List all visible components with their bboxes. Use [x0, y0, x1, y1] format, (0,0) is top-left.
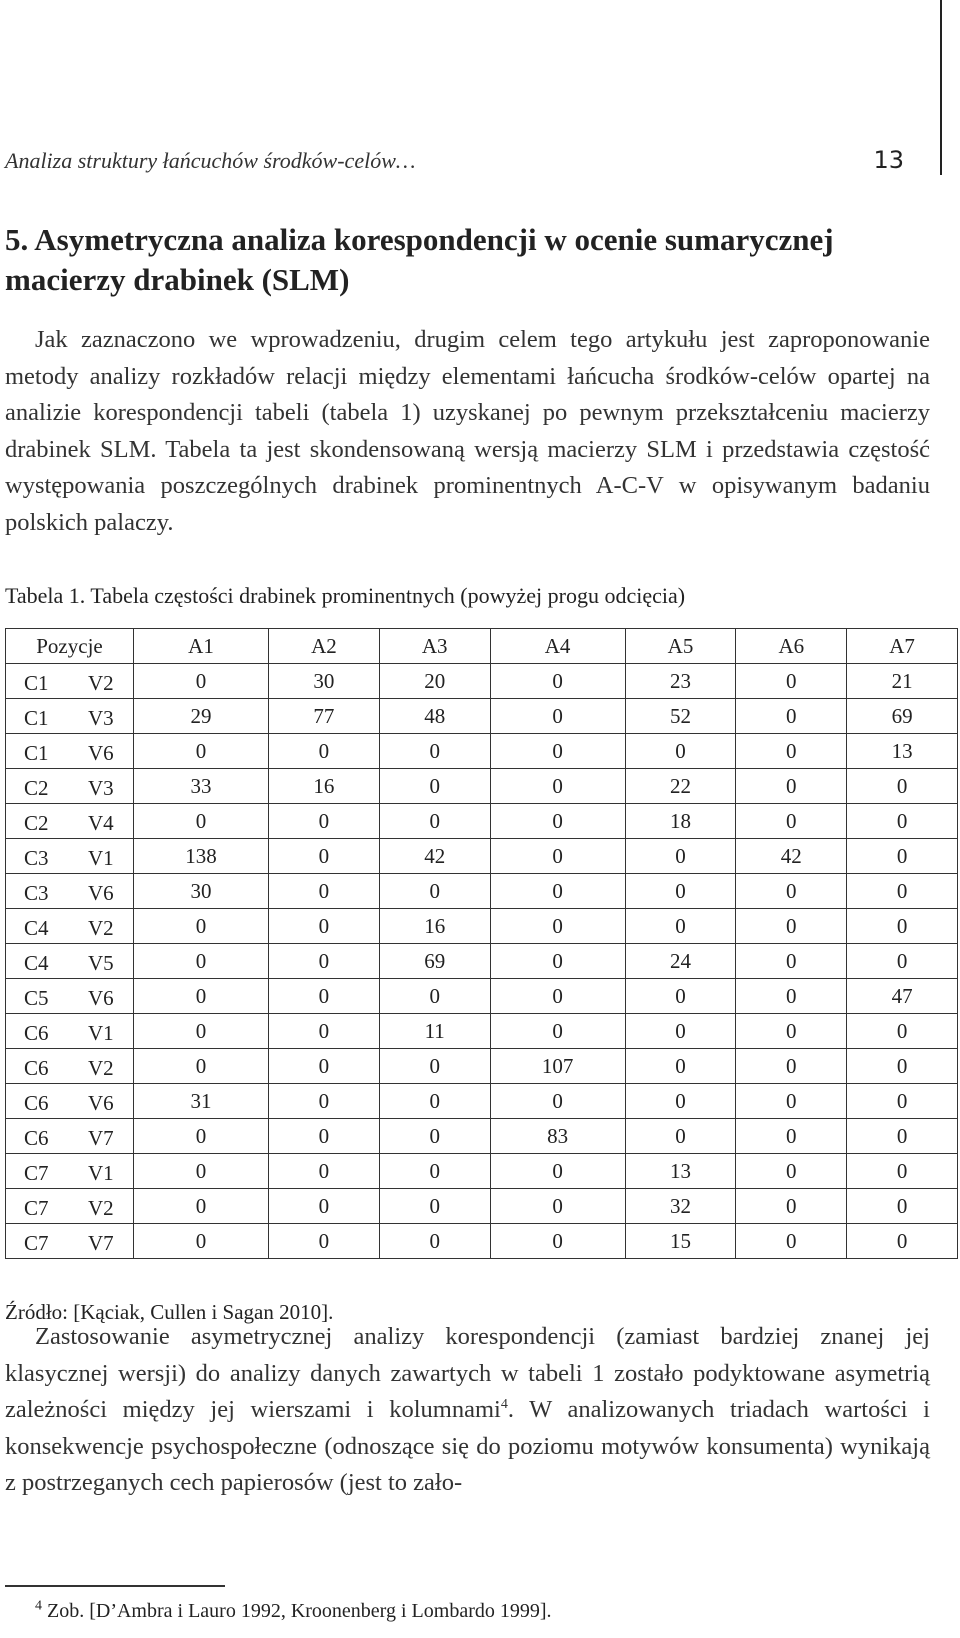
- frequency-cell: 0: [847, 839, 958, 874]
- frequency-cell: 0: [490, 909, 625, 944]
- table-row: [6, 804, 958, 839]
- frequency-cell: 18: [625, 804, 736, 839]
- value-code: V6: [88, 741, 114, 765]
- position-cell: [6, 1224, 134, 1259]
- frequency-cell: 0: [625, 979, 736, 1014]
- consequence-code: C5: [24, 986, 49, 1010]
- frequency-cell: 47: [847, 979, 958, 1014]
- intro-paragraph-text: Jak zaznaczono we wprowadzeniu, drugim celem tego artykułu jest zaproponowanie metody analizy rozkładów relacji między elementami łańcucha środków-celów opartej na analizie korespondencji tabeli (tabela 1) uzyskanej po pewnym przekształceniu macierzy drabinek SLM. Tabela ta jest skondensowaną wersją macierzy SLM i przedstawia częstość występowania poszczególnych drabinek prominentnych A-C-V w opisywanym badaniu polskich palaczy.: [5, 326, 930, 536]
- footnote-number: 4: [35, 1598, 42, 1614]
- frequency-cell: 16: [269, 769, 380, 804]
- consequence-code: C7: [24, 1231, 49, 1255]
- frequency-cell: 0: [269, 839, 380, 874]
- value-code: V3: [88, 776, 114, 800]
- frequency-cell: 0: [134, 944, 269, 979]
- frequency-cell: 0: [134, 979, 269, 1014]
- frequency-cell: 0: [269, 1119, 380, 1154]
- value-code: V2: [88, 916, 114, 940]
- position-cell: [6, 804, 134, 839]
- frequency-cell: 0: [379, 1084, 490, 1119]
- frequency-cell: 0: [847, 1014, 958, 1049]
- section-heading: 5. Asymetryczna analiza korespondencji w ocenie sumarycznej macierzy drabinek (SLM): [5, 222, 834, 297]
- table-source: Źródło: [Kąciak, Cullen i Sagan 2010].: [5, 1300, 334, 1324]
- header-cell: A3: [379, 629, 490, 664]
- frequency-cell: 0: [490, 699, 625, 734]
- frequency-cell: 0: [736, 699, 847, 734]
- frequency-cell: 0: [736, 1049, 847, 1084]
- frequency-cell: 69: [847, 699, 958, 734]
- frequency-cell: 21: [847, 664, 958, 699]
- table-row: [6, 1224, 958, 1259]
- frequency-cell: 0: [490, 1014, 625, 1049]
- frequency-cell: 0: [379, 1154, 490, 1189]
- frequency-cell: 0: [490, 1189, 625, 1224]
- frequency-cell: 0: [490, 804, 625, 839]
- value-code: V7: [88, 1231, 114, 1255]
- frequency-cell: 0: [490, 734, 625, 769]
- frequency-cell: 30: [269, 664, 380, 699]
- frequency-cell: 0: [847, 804, 958, 839]
- frequency-cell: 0: [625, 1119, 736, 1154]
- frequency-cell: 0: [134, 804, 269, 839]
- position-cell: [6, 1189, 134, 1224]
- frequency-cell: 0: [625, 1014, 736, 1049]
- frequency-cell: 52: [625, 699, 736, 734]
- frequency-cell: 0: [490, 874, 625, 909]
- frequency-cell: 0: [134, 1189, 269, 1224]
- frequency-cell: 0: [847, 1084, 958, 1119]
- frequency-cell: 0: [736, 1224, 847, 1259]
- running-head: [5, 148, 940, 182]
- frequency-cell: 0: [269, 909, 380, 944]
- frequency-cell: 32: [625, 1189, 736, 1224]
- table-header-row: [6, 629, 958, 664]
- frequency-cell: 0: [269, 979, 380, 1014]
- table-row: [6, 1084, 958, 1119]
- margin-rule: [940, 0, 942, 175]
- position-cell: [6, 979, 134, 1014]
- frequency-cell: 0: [490, 1154, 625, 1189]
- frequency-cell: 0: [490, 1084, 625, 1119]
- frequency-cell: 33: [134, 769, 269, 804]
- consequence-code: C6: [24, 1056, 49, 1080]
- position-cell: [6, 664, 134, 699]
- header-cell: A1: [134, 629, 269, 664]
- frequency-cell: 0: [736, 944, 847, 979]
- frequency-cell: 0: [490, 769, 625, 804]
- running-head-title: Analiza struktury łańcuchów środków-celów…: [5, 148, 416, 173]
- frequency-cell: 0: [134, 1049, 269, 1084]
- frequency-cell: 0: [736, 1189, 847, 1224]
- value-code: V1: [88, 1161, 114, 1185]
- frequency-cell: 0: [847, 1154, 958, 1189]
- frequency-cell: 0: [625, 734, 736, 769]
- frequency-cell: 29: [134, 699, 269, 734]
- table-row: [6, 1154, 958, 1189]
- frequency-cell: 0: [269, 734, 380, 769]
- frequency-cell: 0: [269, 944, 380, 979]
- table-row: [6, 839, 958, 874]
- consequence-code: C6: [24, 1091, 49, 1115]
- table-row: [6, 944, 958, 979]
- consequence-code: C1: [24, 741, 49, 765]
- table-row: [6, 769, 958, 804]
- frequency-cell: 0: [134, 1154, 269, 1189]
- frequency-cell: 77: [269, 699, 380, 734]
- position-cell: [6, 1154, 134, 1189]
- value-code: V2: [88, 1056, 114, 1080]
- frequency-cell: 0: [134, 1224, 269, 1259]
- frequency-cell: 0: [736, 734, 847, 769]
- frequency-cell: 0: [847, 1189, 958, 1224]
- header-cell: A2: [269, 629, 380, 664]
- frequency-cell: 0: [847, 944, 958, 979]
- frequency-cell: 16: [379, 909, 490, 944]
- frequency-cell: 0: [736, 1014, 847, 1049]
- table-row: [6, 1014, 958, 1049]
- frequency-cell: 0: [490, 839, 625, 874]
- footnote-rule: [5, 1585, 225, 1587]
- position-cell: [6, 944, 134, 979]
- frequency-cell: 0: [379, 874, 490, 909]
- frequency-cell: 0: [847, 1119, 958, 1154]
- table-row: [6, 979, 958, 1014]
- frequency-cell: 0: [625, 909, 736, 944]
- frequency-cell: 0: [736, 664, 847, 699]
- header-cell: Pozycje: [6, 629, 134, 664]
- header-cell: A4: [490, 629, 625, 664]
- frequency-cell: 0: [736, 979, 847, 1014]
- position-cell: [6, 1014, 134, 1049]
- value-code: V3: [88, 706, 114, 730]
- consequence-code: C1: [24, 671, 49, 695]
- frequency-cell: 69: [379, 944, 490, 979]
- frequency-cell: 0: [269, 1049, 380, 1084]
- frequency-cell: 0: [379, 769, 490, 804]
- frequency-cell: 0: [490, 979, 625, 1014]
- position-cell: [6, 909, 134, 944]
- value-code: V1: [88, 1021, 114, 1045]
- frequency-cell: 24: [625, 944, 736, 979]
- frequency-cell: 0: [490, 944, 625, 979]
- frequency-cell: 13: [847, 734, 958, 769]
- table-row: [6, 909, 958, 944]
- closing-paragraph: [5, 1319, 930, 1502]
- frequency-cell: 0: [736, 909, 847, 944]
- table-row: [6, 874, 958, 909]
- frequency-cell: 0: [847, 1049, 958, 1084]
- table-caption: Tabela 1. Tabela częstości drabinek prominentnych (powyżej progu odcięcia): [5, 583, 686, 608]
- frequency-cell: 0: [736, 1084, 847, 1119]
- position-cell: [6, 839, 134, 874]
- value-code: V4: [88, 811, 114, 835]
- frequency-cell: 0: [134, 664, 269, 699]
- table-row: [6, 664, 958, 699]
- frequency-cell: 0: [134, 909, 269, 944]
- consequence-code: C7: [24, 1161, 49, 1185]
- intro-paragraph: [5, 322, 930, 541]
- frequency-cell: 23: [625, 664, 736, 699]
- frequency-cell: 0: [736, 1119, 847, 1154]
- frequency-cell: 0: [379, 734, 490, 769]
- frequency-cell: 0: [379, 979, 490, 1014]
- footnote-reference[interactable]: 4: [500, 1396, 508, 1412]
- frequency-cell: 0: [269, 804, 380, 839]
- consequence-code: C7: [24, 1196, 49, 1220]
- position-cell: [6, 734, 134, 769]
- frequency-cell: 0: [269, 874, 380, 909]
- frequency-cell: 30: [134, 874, 269, 909]
- frequency-cell: 0: [847, 1224, 958, 1259]
- frequency-cell: 0: [379, 1189, 490, 1224]
- frequency-cell: 0: [847, 769, 958, 804]
- value-code: V2: [88, 1196, 114, 1220]
- frequency-cell: 11: [379, 1014, 490, 1049]
- closing-paragraph-text: Zastosowanie asymetrycznej analizy korespondencji (zamiast bardziej znanej jej klasycznej wersji) do analizy danych zawartych w tabeli 1 zostało podyktowane asymetrią zależności między jej wierszami i kolumnami: [5, 1323, 930, 1423]
- consequence-code: C6: [24, 1126, 49, 1150]
- frequency-cell: 83: [490, 1119, 625, 1154]
- frequency-cell: 0: [134, 1119, 269, 1154]
- footnote-text: Zob. [D’Ambra i Lauro 1992, Kroonenberg i Lombardo 1999].: [42, 1600, 552, 1622]
- header-cell: A6: [736, 629, 847, 664]
- frequency-cell: 0: [269, 1154, 380, 1189]
- frequency-cell: 48: [379, 699, 490, 734]
- frequency-cell: 0: [625, 874, 736, 909]
- frequency-cell: 42: [379, 839, 490, 874]
- frequency-cell: 0: [134, 734, 269, 769]
- header-cell: A5: [625, 629, 736, 664]
- value-code: V6: [88, 1091, 114, 1115]
- frequency-cell: 0: [269, 1224, 380, 1259]
- frequency-cell: 0: [847, 909, 958, 944]
- frequency-cell: 0: [625, 1084, 736, 1119]
- frequency-cell: 0: [736, 804, 847, 839]
- frequency-cell: 0: [625, 1049, 736, 1084]
- frequency-cell: 0: [625, 839, 736, 874]
- value-code: V6: [88, 881, 114, 905]
- table-row: [6, 1189, 958, 1224]
- frequency-cell: 0: [134, 1014, 269, 1049]
- position-cell: [6, 699, 134, 734]
- frequency-cell: 0: [379, 1049, 490, 1084]
- value-code: V6: [88, 986, 114, 1010]
- frequency-cell: 0: [736, 769, 847, 804]
- frequency-cell: 107: [490, 1049, 625, 1084]
- position-cell: [6, 874, 134, 909]
- frequency-cell: 20: [379, 664, 490, 699]
- consequence-code: C1: [24, 706, 49, 730]
- frequency-cell: 22: [625, 769, 736, 804]
- frequency-cell: 0: [269, 1084, 380, 1119]
- consequence-code: C4: [24, 916, 49, 940]
- frequency-cell: 0: [736, 874, 847, 909]
- frequency-cell: 13: [625, 1154, 736, 1189]
- consequence-code: C6: [24, 1021, 49, 1045]
- frequency-cell: 0: [379, 804, 490, 839]
- closing-paragraph-continuation: . W analizowanych triadach wartości i konsekwencje psychospołeczne (odnoszące się do poziomu motywów konsumenta) wynikają z postrzeganych cech papierosów (jest to zało-: [5, 1396, 930, 1496]
- consequence-code: C3: [24, 881, 49, 905]
- frequency-cell: 138: [134, 839, 269, 874]
- frequency-cell: 0: [490, 1224, 625, 1259]
- frequency-cell: 0: [379, 1119, 490, 1154]
- frequency-cell: 0: [269, 1014, 380, 1049]
- frequency-cell: 0: [269, 1189, 380, 1224]
- frequency-cell: 31: [134, 1084, 269, 1119]
- value-code: V2: [88, 671, 114, 695]
- position-cell: [6, 769, 134, 804]
- position-cell: [6, 1049, 134, 1084]
- frequency-cell: 0: [379, 1224, 490, 1259]
- frequency-cell: 0: [490, 664, 625, 699]
- consequence-code: C4: [24, 951, 49, 975]
- page-number: 13: [873, 146, 904, 174]
- table-row: [6, 734, 958, 769]
- table-row: [6, 699, 958, 734]
- value-code: V1: [88, 846, 114, 870]
- frequency-cell: 15: [625, 1224, 736, 1259]
- value-code: V5: [88, 951, 114, 975]
- position-cell: [6, 1084, 134, 1119]
- header-cell: A7: [847, 629, 958, 664]
- position-cell: [6, 1119, 134, 1154]
- frequency-cell: 42: [736, 839, 847, 874]
- frequency-table: [5, 628, 958, 1259]
- table-row: [6, 1049, 958, 1084]
- table-row: [6, 1119, 958, 1154]
- consequence-code: C3: [24, 846, 49, 870]
- frequency-cell: 0: [736, 1154, 847, 1189]
- consequence-code: C2: [24, 811, 49, 835]
- frequency-cell: 0: [847, 874, 958, 909]
- value-code: V7: [88, 1126, 114, 1150]
- consequence-code: C2: [24, 776, 49, 800]
- footnote: [35, 1600, 552, 1623]
